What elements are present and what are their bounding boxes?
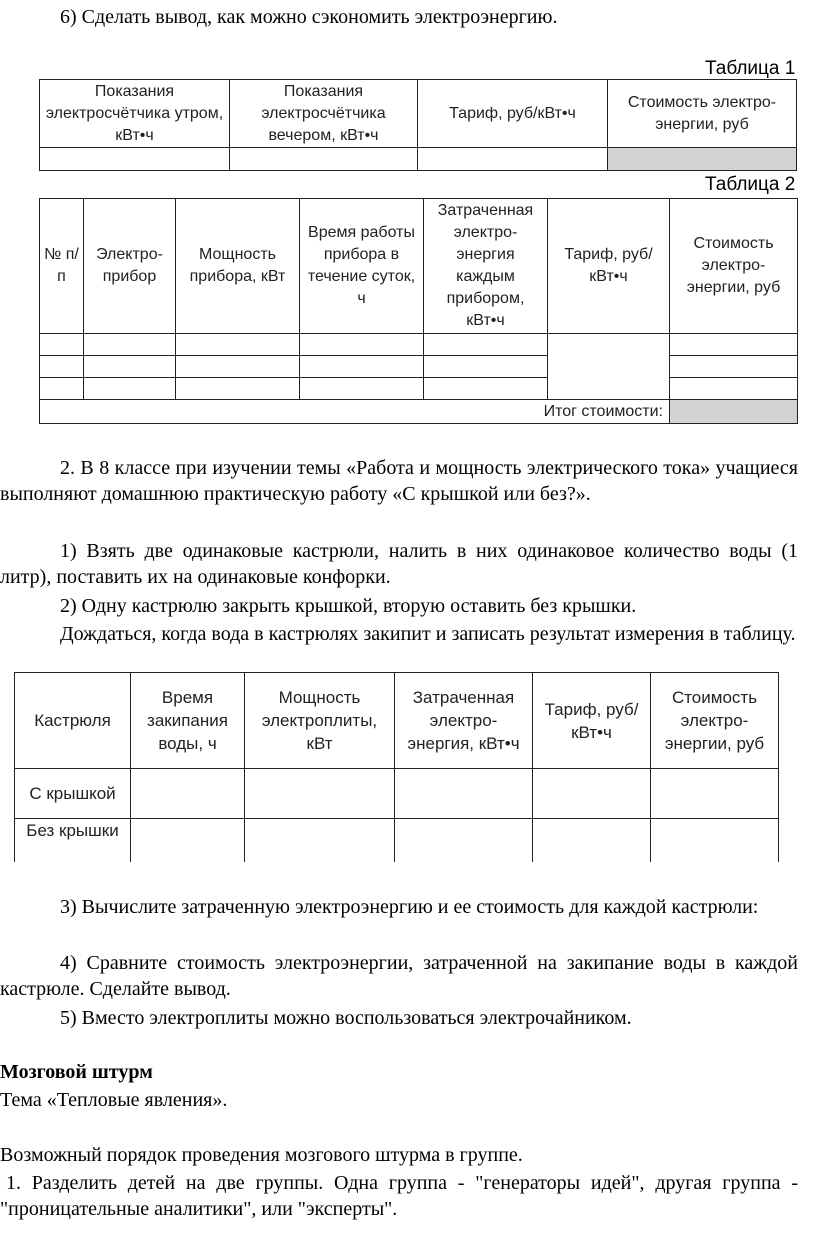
table2-cell [84, 378, 176, 400]
table3-header-energy: Затраченная электро-энергия, кВт•ч [395, 673, 533, 769]
table3-header-cost: Стоимость электро-энергии, руб [651, 673, 779, 769]
table3-header-power: Мощность электроплиты, кВт [245, 673, 395, 769]
table3-header-tariff: Тариф, руб/кВт•ч [533, 673, 651, 769]
table2-cell [300, 356, 424, 378]
table3-cell [533, 769, 651, 819]
table2-cell [40, 356, 84, 378]
brainstorm-order: Возможный порядок проведения мозгового штурма в группе. [0, 1144, 523, 1166]
table1-cell [418, 148, 608, 171]
brainstorm-item-1: 1. Разделить детей на две группы. Одна группа - "генераторы идей", другая группа - "проницательные аналитики", или "эксперты". [0, 1172, 798, 1220]
table-1 [39, 79, 797, 171]
table2-tariff-merged-cell [548, 334, 670, 400]
table2-header-time: Время работы прибора в течение суток, ч [300, 199, 424, 334]
table3-header-boil-time: Время закипания воды, ч [131, 673, 245, 769]
table2-cell [424, 378, 548, 400]
table2-total-label: Итог стоимости: [40, 400, 670, 424]
table3-row-label-without-lid: Без крышки [15, 819, 131, 863]
table2-header-cost: Стоимость электро-энергии, руб [670, 199, 798, 334]
table3-cell [395, 819, 533, 863]
table3-cell [533, 819, 651, 863]
table1-header-morning: Показания электросчётчика утром, кВт•ч [40, 80, 230, 148]
table2-cell [40, 378, 84, 400]
table2-header-energy: Затраченная электро-энергия каждым прибором, кВт•ч [424, 199, 548, 334]
brainstorm-topic: Тема «Тепловые явления». [0, 1089, 228, 1111]
table3-cell [131, 819, 245, 863]
table1-header-cost: Стоимость электро-энергии, руб [608, 80, 797, 148]
table-3-clip [0, 670, 800, 862]
intro-item-6: 6) Сделать вывод, как можно сэкономить электроэнергию. [60, 6, 558, 28]
table1-header-tariff: Тариф, руб/кВт•ч [418, 80, 608, 148]
table2-header-number: № п/п [40, 199, 84, 334]
table2-cell [40, 334, 84, 356]
table2-header-device: Электро-прибор [84, 199, 176, 334]
task2-paragraph-2: 1) Взять две одинаковые кастрюли, налить в них одинаковое количество воды (1 литр), поставить их на одинаковые конфорки. [0, 540, 798, 588]
table2-cell [84, 334, 176, 356]
table2-cell [176, 334, 300, 356]
table3-cell [131, 769, 245, 819]
table2-cell [424, 334, 548, 356]
table1-header-evening: Показания электросчётчика вечером, кВт•ч [230, 80, 418, 148]
brainstorm-heading: Мозговой штурм [0, 1061, 153, 1083]
step-3: 3) Вычислите затраченную электроэнергию и ее стоимость для каждой кастрюли: [60, 896, 759, 918]
table2-caption: Таблица 2 [705, 174, 796, 195]
table3-cell [651, 819, 779, 863]
table2-cell [300, 334, 424, 356]
table2-cell [176, 356, 300, 378]
table2-header-power: Мощность прибора, кВт [176, 199, 300, 334]
task2-paragraph-4: Дождаться, когда вода в кастрюлях закипит и записать результат измерения в таблицу. [60, 623, 796, 645]
table1-cell [40, 148, 230, 171]
task2-paragraph-3: 2) Одну кастрюлю закрыть крышкой, вторую оставить без крышки. [60, 595, 637, 617]
table-3 [14, 672, 779, 862]
table-2 [39, 198, 798, 424]
table3-header-pan: Кастрюля [15, 673, 131, 769]
table3-row-label-with-lid: С крышкой [15, 769, 131, 819]
table2-header-tariff: Тариф, руб/кВт•ч [548, 199, 670, 334]
table2-total-cell [670, 400, 798, 424]
table1-cell [230, 148, 418, 171]
table1-cell-shaded [608, 148, 797, 171]
table2-cell [670, 378, 798, 400]
table3-cell [245, 819, 395, 863]
table2-cell [176, 378, 300, 400]
task2-paragraph-1: 2. В 8 классе при изучении темы «Работа и мощность электрического тока» учащиеся выполняют домашнюю практическую работу «С крышкой или без?». [0, 457, 798, 505]
table2-cell [424, 356, 548, 378]
table2-cell [670, 356, 798, 378]
step-4: 4) Сравните стоимость электроэнергии, затраченной на закипание воды в каждой кастрюле. Сделайте вывод. [0, 952, 798, 1000]
step-5: 5) Вместо электроплиты можно воспользоваться электрочайником. [60, 1007, 632, 1029]
table2-cell [670, 334, 798, 356]
table2-cell [300, 378, 424, 400]
table2-cell [84, 356, 176, 378]
table3-cell [395, 769, 533, 819]
table3-cell [245, 769, 395, 819]
table1-caption: Таблица 1 [705, 58, 796, 79]
table3-cell [651, 769, 779, 819]
